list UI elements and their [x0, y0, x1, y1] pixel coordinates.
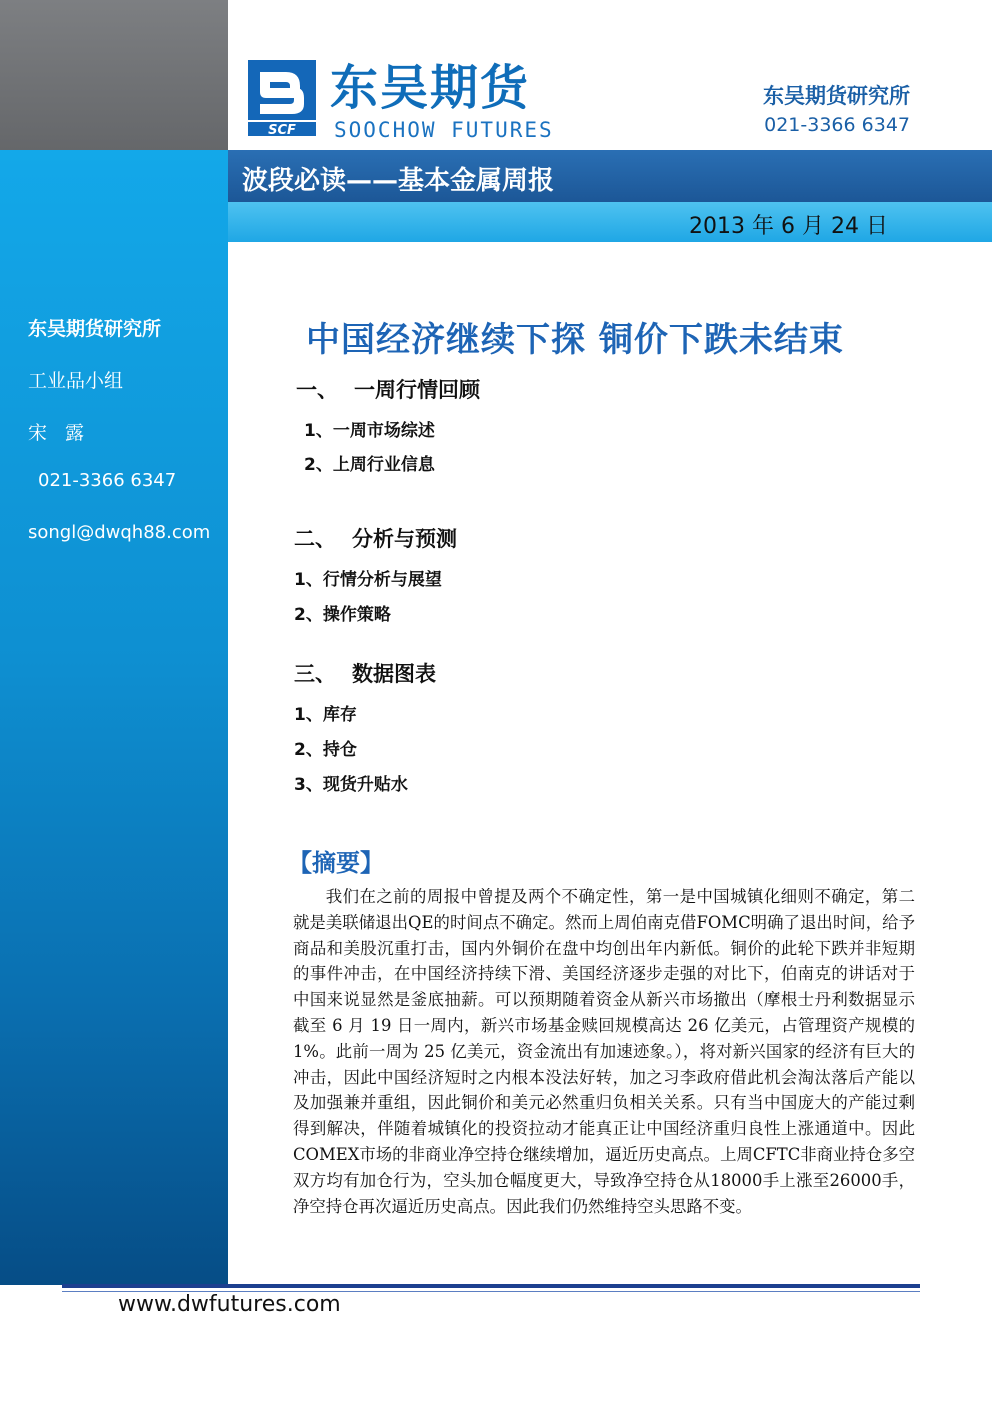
- logo-abbr: SCF: [268, 123, 296, 138]
- toc-item: 1、行情分析与展望: [294, 570, 442, 590]
- toc-section-3: [294, 658, 436, 688]
- toc-section-title: 一周行情回顾: [354, 378, 480, 402]
- date-bar: [228, 202, 992, 242]
- sidebar-group: 工业品小组: [28, 370, 124, 392]
- sidebar-phone: 021-3366 6347: [38, 470, 177, 491]
- toc-item: 3、现货升贴水: [294, 775, 408, 795]
- toc-section-2: [294, 523, 457, 553]
- logo-english-name: SOOCHOW FUTURES: [334, 118, 554, 142]
- page-title: 中国经济继续下探 铜价下跌未结束: [306, 320, 844, 360]
- header-institute: 东吴期货研究所: [763, 84, 910, 108]
- toc-section-number: 三、: [294, 662, 336, 686]
- series-title-bar: [228, 150, 992, 202]
- header-phone: 021-3366 6347: [764, 114, 910, 136]
- toc-item: 2、操作策略: [294, 605, 391, 625]
- toc-section-number: 二、: [294, 527, 336, 551]
- toc-section-title: 分析与预测: [352, 527, 457, 551]
- toc-item: 2、持仓: [294, 740, 357, 760]
- sidebar-email[interactable]: songl@dwqh88.com: [28, 522, 211, 543]
- sidebar-author: 宋 露: [28, 422, 91, 444]
- footer-website-link[interactable]: www.dwfutures.com: [118, 1292, 341, 1317]
- toc-item: 1、一周市场综述: [304, 421, 435, 441]
- report-date: 2013 年 6 月 24 日: [689, 214, 888, 239]
- toc-item: 1、库存: [294, 705, 357, 725]
- corner-gray-block: [0, 0, 228, 150]
- sidebar-org: 东吴期货研究所: [28, 318, 162, 340]
- abstract-body: 我们在之前的周报中曾提及两个不确定性，第一是中国城镇化细则不确定，第二就是美联储退出QE的时间点不确定。然而上周伯南克借FOMC明确了退出时间，给予商品和美股沉重打击，国内外铜价在盘中均创出年内新低。铜价的此轮下跌并非短期的事件冲击，在中国经济持续下滑、美国经济逐步走强的对比下，伯南克的讲话对于中国来说显然是釜底抽薪。可以预期随着资金从新兴市场撤出（摩根士丹利数据显示截至 6 月 19 日一周内，新兴市场基金赎回规模高达 26 亿美元，占管理资产规模的 1%。此前一周为 25 亿美元，资金流出有加速迹象。），将对新兴国家的经济有巨大的冲击，因此中国经济短时之内根本没法好转，加之习李政府借此机会淘汰落后产能以及加强兼并重组，因此铜价和美元必然重归负相关关系。只有当中国庞大的产能过剩得到解决，伴随着城镇化的投资拉动才能真正让中国经济重归良性上涨通道中。因此COMEX市场的非商业净空持仓继续增加，逼近历史高点。上周CFTC非商业持仓多空双方均有加仓行为，空头加仓幅度更大，导致净空持仓从18000手上涨至26000手，净空持仓再次逼近历史高点。因此我们仍然维持空头思路不变。: [293, 887, 915, 1216]
- scf-logo-icon: [246, 58, 318, 138]
- company-logo: [246, 58, 586, 142]
- footer-divider: [62, 1284, 920, 1288]
- toc-item: 2、上周行业信息: [304, 455, 435, 475]
- logo-chinese-name: 东吴期货: [330, 60, 531, 116]
- series-title: 波段必读——基本金属周报: [242, 166, 555, 196]
- toc-section-title: 数据图表: [352, 662, 436, 686]
- toc-section-1: [296, 374, 480, 404]
- toc-section-number: 一、: [296, 378, 338, 402]
- abstract-heading: 【摘要】: [288, 849, 384, 877]
